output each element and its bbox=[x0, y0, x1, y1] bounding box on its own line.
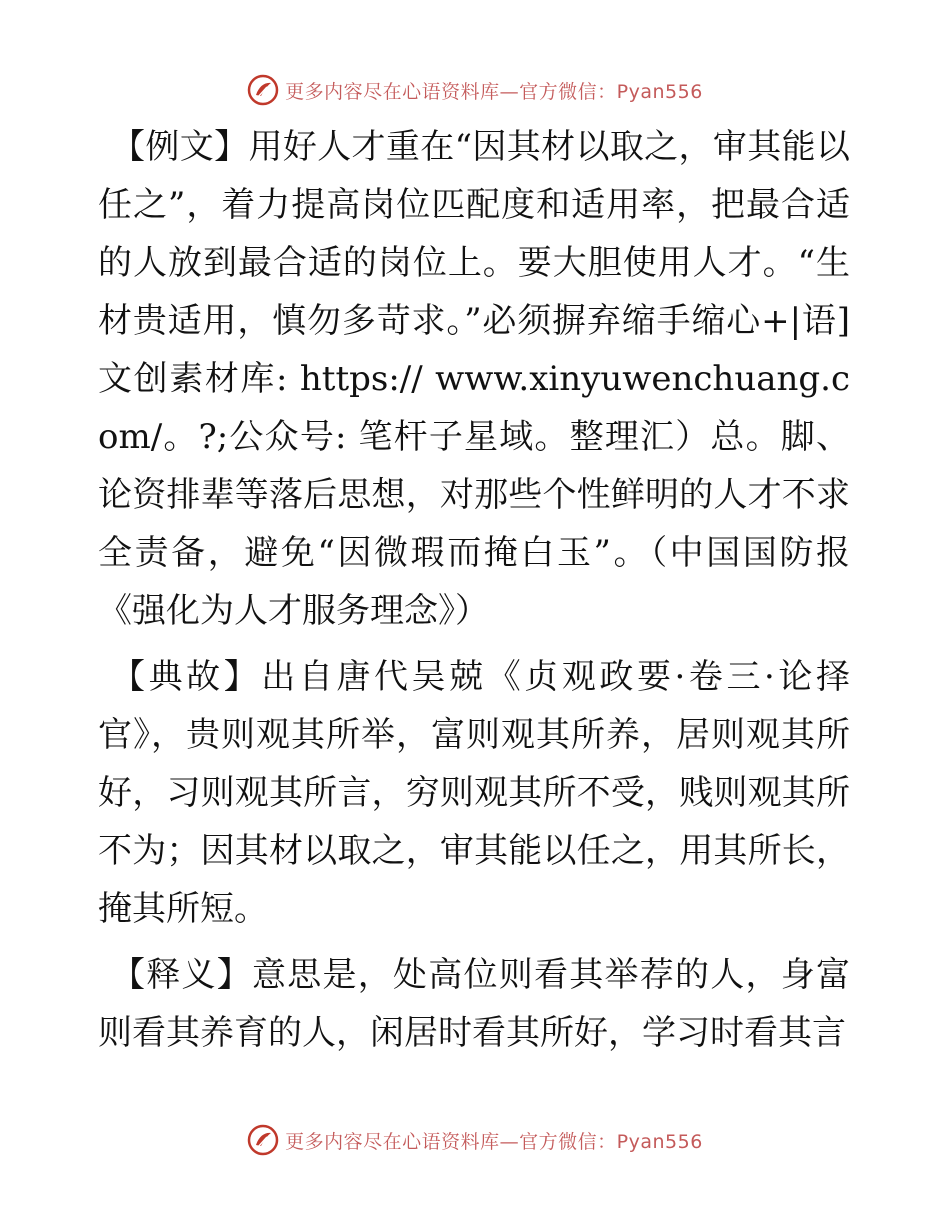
section-tag: 【释义】 bbox=[111, 955, 252, 995]
brand-logo-icon bbox=[247, 74, 279, 106]
example-paragraph bbox=[98, 118, 850, 640]
article-body bbox=[98, 118, 850, 1070]
wechat-id: Pyan556 bbox=[616, 1130, 703, 1153]
brand-logo-icon bbox=[247, 1124, 279, 1156]
section-tag: 【例文】 bbox=[111, 127, 249, 167]
watermark-text: 更多内容尽在心语资料库—官方微信：Pyan556 bbox=[285, 1130, 703, 1153]
allusion-paragraph bbox=[98, 648, 850, 938]
watermark-text: 更多内容尽在心语资料库—官方微信：Pyan556 bbox=[285, 80, 703, 103]
header-watermark-banner bbox=[0, 70, 950, 110]
paragraph-text: 用好人才重在“因其材以取之，审其能以任之”，着力提高岗位匹配度和适用率，把最合适的人放到最合适的岗位上。要大胆使用人才。“生材贵适用，慎勿多苛求。”必须摒弃缩手缩心+|语]文创素材库: https:// www.xinyuwenchuang.com/。?;公众号: 笔杆子星域。整理汇）总。脚、论资排辈等落后思想，对那些个性鲜明的人才不求全责备，避免“因微瑕而掩白玉”。（中国国防报《强化为人才服务理念》） bbox=[98, 127, 850, 631]
interpretation-paragraph bbox=[98, 946, 850, 1062]
footer-watermark-banner bbox=[0, 1120, 950, 1160]
section-tag: 【典故】 bbox=[111, 657, 262, 697]
wechat-id: Pyan556 bbox=[616, 80, 703, 103]
paragraph-text: 意思是，处高位则看其举荐的人，身富则看其养育的人，闲居时看其所好，学习时看其言 bbox=[98, 955, 850, 1053]
paragraph-text: 出自唐代吴兢《贞观政要·卷三·论择官》，贵则观其所举，富则观其所养，居则观其所好，习则观其所言，穷则观其所不受，贱则观其所不为；因其材以取之，审其能以任之，用其所长，掩其所短。 bbox=[98, 657, 850, 929]
